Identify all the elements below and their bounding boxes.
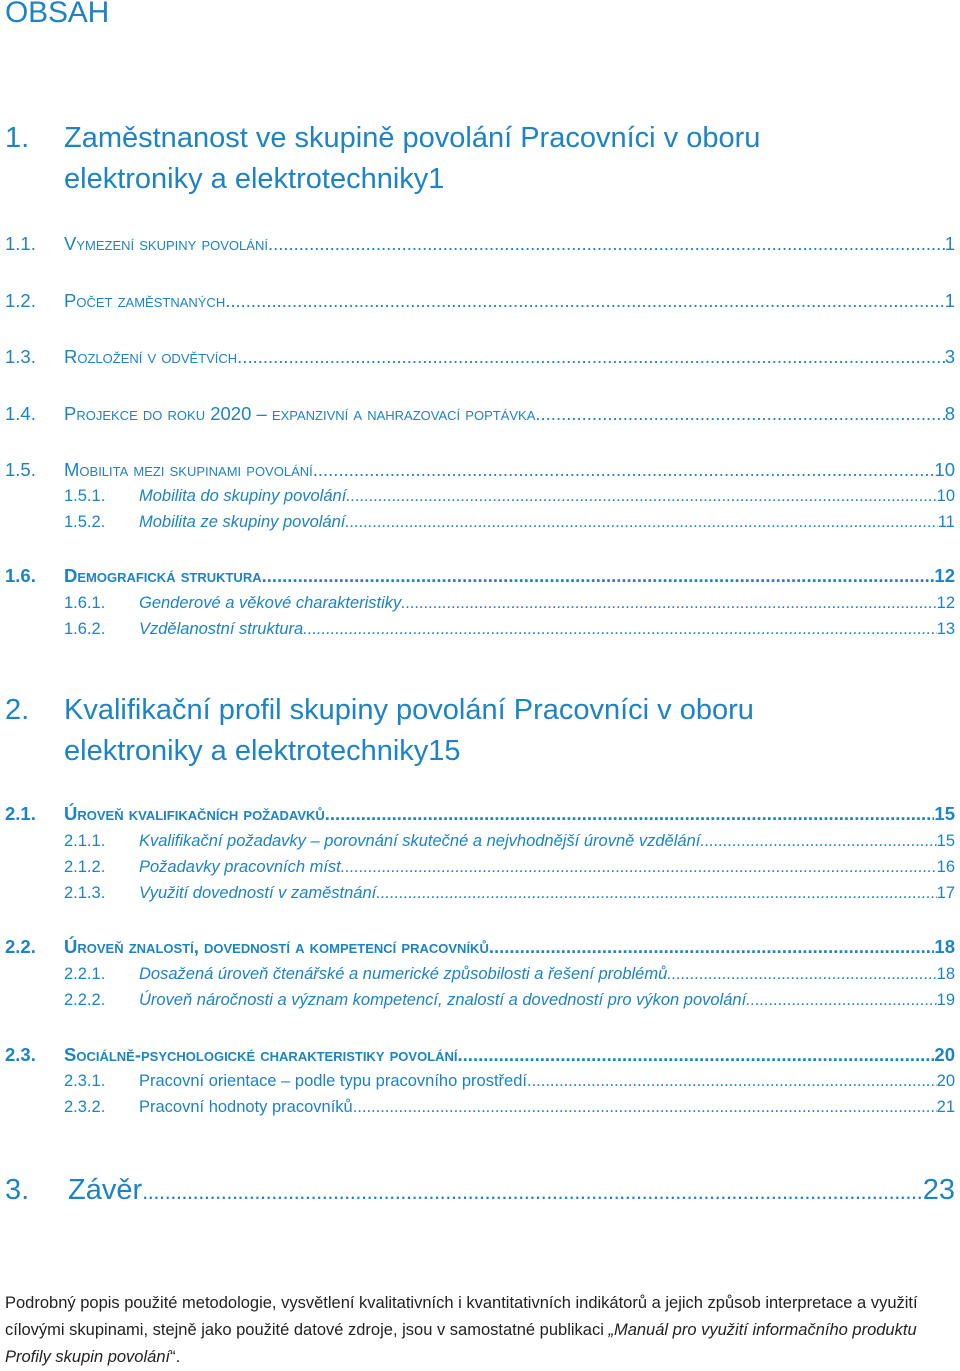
toc-leader xyxy=(237,346,945,368)
toc-number: 1.3. xyxy=(5,346,36,367)
toc-title: Genderové a věkové charakteristiky xyxy=(139,594,402,612)
toc-title: Pracovní hodnoty pracovníků xyxy=(139,1098,353,1116)
toc-leader xyxy=(376,884,936,903)
toc-number: 2.3.2. xyxy=(64,1098,106,1116)
toc-leader xyxy=(353,1098,937,1117)
toc-leader xyxy=(489,936,935,958)
toc-page-number: 15 xyxy=(936,832,955,850)
toc-title: Sociálně-psychologické charakteristiky povolání xyxy=(64,1044,458,1065)
toc-title: Dosažená úroveň čtenářské a numerické způsobilosti a řešení problémů xyxy=(139,965,668,983)
toc-item-1-3[interactable] xyxy=(0,346,960,368)
toc-title: Rozložení v odvětvích xyxy=(64,346,238,367)
page-title: OBSAH xyxy=(5,0,110,29)
toc-item-2-1-1[interactable] xyxy=(0,832,960,851)
toc-leader xyxy=(535,403,944,425)
toc-leader xyxy=(268,233,945,255)
footnote xyxy=(5,1290,957,1371)
toc-title: Demografická struktura xyxy=(64,565,262,586)
toc-page-number: 23 xyxy=(922,1174,955,1206)
toc-number: 1.1. xyxy=(5,233,36,254)
toc-item-2-3[interactable] xyxy=(0,1044,960,1066)
toc-title: Vymezení skupiny povolání xyxy=(64,233,268,254)
toc-page-number: 11 xyxy=(937,513,955,531)
toc-page-number: 16 xyxy=(936,858,955,876)
toc-leader xyxy=(746,991,936,1010)
toc-chapter-3[interactable] xyxy=(0,1174,960,1207)
toc-page-number: 1 xyxy=(428,163,445,195)
toc-title-line-1: Zaměstnanost ve skupině povolání Pracovníci v oboru xyxy=(64,122,761,154)
toc-number: 1.6.1. xyxy=(64,594,106,612)
toc-number: 1.2. xyxy=(5,290,36,311)
toc-number: 1.6.2. xyxy=(64,620,106,638)
toc-item-2-2[interactable] xyxy=(0,936,960,958)
toc-leader xyxy=(700,832,936,851)
toc-leader xyxy=(313,459,935,481)
toc-number: 2.1.2. xyxy=(64,858,106,876)
toc-page-number: 17 xyxy=(936,884,955,902)
toc-item-2-3-2[interactable] xyxy=(0,1098,960,1117)
toc-page-number: 13 xyxy=(936,620,955,638)
toc-title: Požadavky pracovních míst xyxy=(139,858,341,876)
toc-page-number: 19 xyxy=(936,991,955,1009)
toc-number: 1.5.2. xyxy=(64,513,106,531)
toc-item-2-2-2[interactable] xyxy=(0,991,960,1010)
toc-title: Vzdělanostní struktura xyxy=(139,620,304,638)
toc-title: Kvalifikační požadavky – porovnání skutečné a nejvhodnější úrovně vzdělání xyxy=(139,832,701,850)
toc-title: Mobilita mezi skupinami povolání xyxy=(64,459,313,480)
toc-page-number: 3 xyxy=(944,346,955,367)
toc-leader xyxy=(341,858,937,877)
toc-number: 1.5. xyxy=(5,459,36,480)
toc-title: Úroveň náročnosti a význam kompetencí, znalostí a dovedností pro výkon povolání xyxy=(139,991,747,1009)
toc-leader xyxy=(225,290,944,312)
toc-leader xyxy=(527,1072,937,1091)
toc-item-2-3-1[interactable] xyxy=(0,1072,960,1091)
toc-item-2-1[interactable] xyxy=(0,803,960,825)
toc-number: 2.3. xyxy=(5,1044,36,1065)
toc-item-1-4[interactable] xyxy=(0,403,960,425)
toc-leader xyxy=(325,803,935,825)
toc-item-1-6-1[interactable] xyxy=(0,594,960,613)
toc-number: 2.1.3. xyxy=(64,884,106,902)
toc-number: 1.4. xyxy=(5,403,36,424)
divider xyxy=(5,1282,955,1283)
toc-item-2-1-2[interactable] xyxy=(0,858,960,877)
toc-leader xyxy=(262,565,935,587)
toc-number: 2. xyxy=(5,694,30,726)
toc-page-number: 21 xyxy=(936,1098,955,1116)
toc-item-2-2-1[interactable] xyxy=(0,965,960,984)
toc-leader xyxy=(303,620,936,639)
toc-number: 2.1.1. xyxy=(64,832,106,850)
toc-page-number: 12 xyxy=(936,594,955,612)
toc-leader xyxy=(667,965,936,984)
toc-page-number: 1 xyxy=(944,290,955,311)
toc-title: Projekce do roku 2020 – expanzivní a nahrazovací poptávka xyxy=(64,403,536,424)
footnote-end: “. xyxy=(170,1348,181,1366)
toc-page-number: 15 xyxy=(428,735,461,767)
toc-title-line-1: Kvalifikační profil skupiny povolání Pracovníci v oboru xyxy=(64,694,754,726)
toc-title-line-2: elektroniky a elektrotechniky xyxy=(64,735,429,767)
toc-page-number: 20 xyxy=(936,1072,955,1090)
toc-number: 2.1. xyxy=(5,803,36,824)
toc-leader xyxy=(346,487,936,506)
toc-number: 2.2. xyxy=(5,936,36,957)
toc-title: Počet zaměstnaných xyxy=(64,290,226,311)
footnote-publication-title: „Manuál pro využití informačního produktu Profily skupin povolání xyxy=(5,1321,917,1366)
toc-title: Pracovní orientace – podle typu pracovního prostředí xyxy=(139,1072,527,1090)
toc-title: Úroveň kvalifikačních požadavků xyxy=(64,803,325,824)
toc-page-number: 12 xyxy=(934,565,955,586)
toc-page-number: 20 xyxy=(934,1044,955,1065)
toc-page-number: 8 xyxy=(944,403,955,424)
toc-page-number: 18 xyxy=(934,936,955,957)
toc-title: Mobilita do skupiny povolání xyxy=(139,487,347,505)
footnote-text: Podrobný popis použité metodologie, vysvětlení kvalitativních i kvantitativních indikátorů a jejich způsob interpretace a využití cílovými skupinami, stejně jako použité datové zdroje, jsou v samostatné publikaci xyxy=(5,1294,918,1339)
toc-number: 2.2.1. xyxy=(64,965,106,983)
toc-title: Využití dovedností v zaměstnání xyxy=(139,884,377,902)
toc-leader xyxy=(458,1044,935,1066)
toc-number: 3. xyxy=(5,1174,30,1206)
toc-item-1-1[interactable] xyxy=(0,233,960,255)
toc-number: 1.5.1. xyxy=(64,487,106,505)
toc-item-1-5-2[interactable] xyxy=(0,513,960,532)
toc-number: 1. xyxy=(5,122,30,154)
toc-item-1-6[interactable] xyxy=(0,565,960,587)
toc-leader xyxy=(345,513,937,532)
toc-page-number: 10 xyxy=(934,459,955,480)
toc-item-2-1-3[interactable] xyxy=(0,884,960,903)
toc-page-number: 15 xyxy=(934,803,955,824)
toc-title-line-2: elektroniky a elektrotechniky xyxy=(64,163,429,195)
toc-number: 1.6. xyxy=(5,565,36,586)
toc-leader xyxy=(142,1179,923,1205)
toc-number: 2.3.1. xyxy=(64,1072,106,1090)
toc-page-number: 10 xyxy=(936,487,955,505)
toc-title: Úroveň znalostí, dovedností a kompetencí pracovníků xyxy=(64,936,489,957)
toc-page-number: 1 xyxy=(944,233,955,254)
toc-item-1-5-1[interactable] xyxy=(0,487,960,506)
toc-item-1-5[interactable] xyxy=(0,459,960,481)
toc-page-number: 18 xyxy=(936,965,955,983)
toc-number: 2.2.2. xyxy=(64,991,106,1009)
toc-item-1-2[interactable] xyxy=(0,290,960,312)
toc-leader xyxy=(401,594,936,613)
toc-title: Závěr xyxy=(68,1174,143,1206)
toc-title: Mobilita ze skupiny povolání xyxy=(139,513,346,531)
toc-item-1-6-2[interactable] xyxy=(0,620,960,639)
